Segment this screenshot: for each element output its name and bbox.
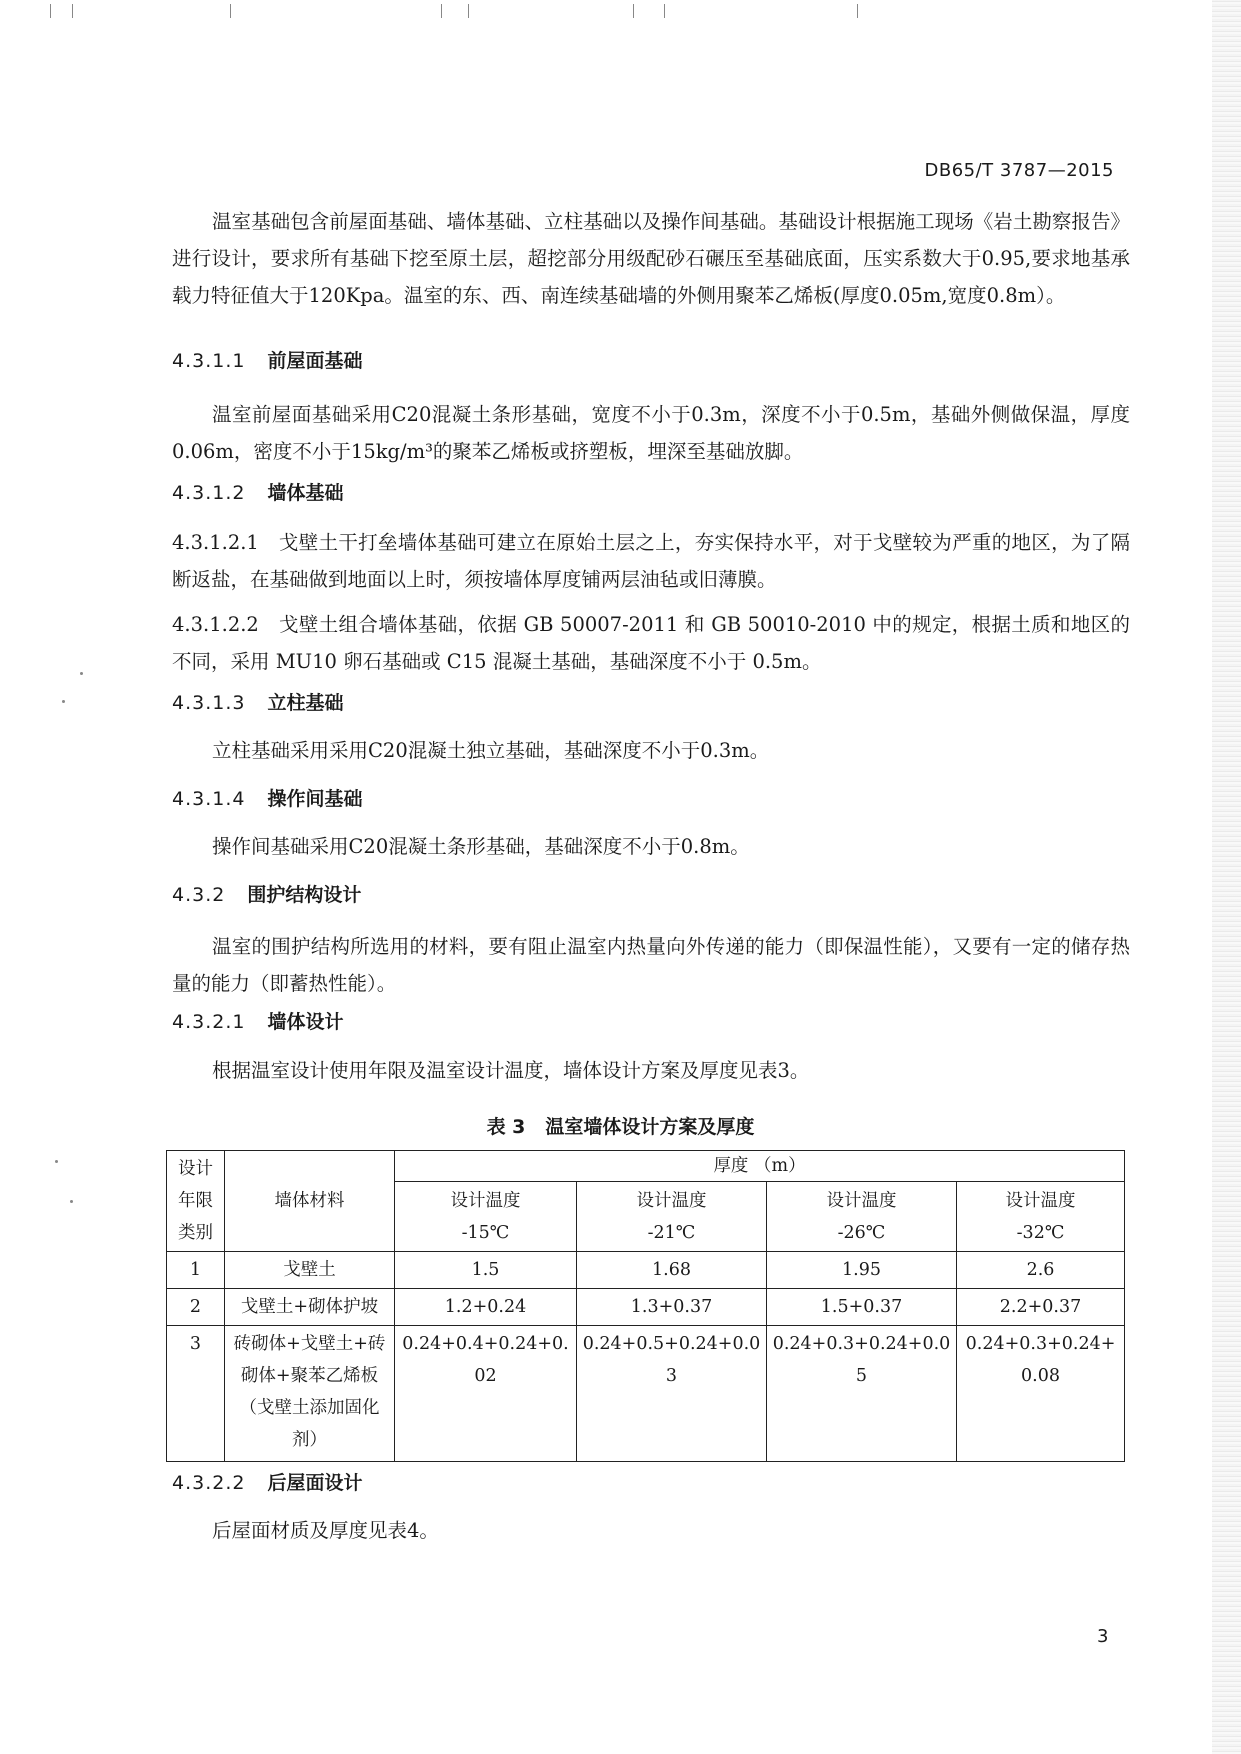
heading-4322: 4.3.2.2 后屋面设计 bbox=[172, 1472, 363, 1494]
header-temp-1: 设计温度 -15℃ bbox=[395, 1182, 577, 1252]
cell-value: 2.2+0.37 bbox=[957, 1289, 1125, 1326]
cell-value: 1.5 bbox=[395, 1252, 577, 1289]
heading-4313: 4.3.1.3 立柱基础 bbox=[172, 692, 344, 714]
cell-material: 戈壁土+砌体护坡 bbox=[225, 1289, 395, 1326]
paragraph-4314: 操作间基础采用C20混凝土条形基础，基础深度不小于0.8m。 bbox=[212, 835, 750, 858]
cell-value: 1.5+0.37 bbox=[767, 1289, 957, 1326]
scan-speck bbox=[80, 672, 83, 675]
scan-speck bbox=[70, 1200, 73, 1203]
paragraph-4313: 立柱基础采用采用C20混凝土独立基础，基础深度不小于0.3m。 bbox=[212, 739, 770, 762]
cell-value: 0.24+0.5+0.24+0.03 bbox=[577, 1326, 767, 1462]
table-row bbox=[167, 1326, 1125, 1462]
table-row bbox=[167, 1289, 1125, 1326]
paragraph-4311: 温室前屋面基础采用C20混凝土条形基础，宽度不小于0.3m，深度不小于0.5m，基础外侧做保温，厚度0.06m，密度不小于15kg/m³的聚苯乙烯板或挤塑板，埋深至基础放脚。 bbox=[172, 403, 1130, 463]
cell-value: 1.95 bbox=[767, 1252, 957, 1289]
paragraph-432: 温室的围护结构所选用的材料，要有阻止温室内热量向外传递的能力（即保温性能），又要有一定的储存热量的能力（即蓄热性能）。 bbox=[172, 935, 1130, 995]
scan-speck bbox=[55, 1160, 58, 1163]
cell-value: 2.6 bbox=[957, 1252, 1125, 1289]
header-thickness: 厚度 （m） bbox=[395, 1151, 1125, 1182]
page-number: 3 bbox=[1097, 1626, 1109, 1647]
cell-value: 0.24+0.3+0.24+0.08 bbox=[957, 1326, 1125, 1462]
paragraph-43122: 4.3.1.2.2 戈壁土组合墙体基础，依据 GB 50007-2011 和 GB 50010-2010 中的规定，根据土质和地区的不同，采用 MU10 卵石基础或 C15 混凝土基础，基础深度不小于 0.5m。 bbox=[172, 613, 1130, 673]
paragraph-4321: 根据温室设计使用年限及温室设计温度，墙体设计方案及厚度见表3。 bbox=[212, 1059, 810, 1082]
header-temp-4: 设计温度 -32℃ bbox=[957, 1182, 1125, 1252]
cell-category: 3 bbox=[167, 1326, 225, 1462]
cell-category: 2 bbox=[167, 1289, 225, 1326]
heading-4314: 4.3.1.4 操作间基础 bbox=[172, 788, 363, 810]
cell-value: 1.3+0.37 bbox=[577, 1289, 767, 1326]
paragraph-43121: 4.3.1.2.1 戈壁土干打垒墙体基础可建立在原始土层之上，夯实保持水平，对于戈壁较为严重的地区，为了隔断返盐，在基础做到地面以上时，须按墙体厚度铺两层油毡或旧薄膜。 bbox=[172, 531, 1130, 591]
header-temp-2: 设计温度 -21℃ bbox=[577, 1182, 767, 1252]
heading-4312: 4.3.1.2 墙体基础 bbox=[172, 482, 344, 504]
heading-4311: 4.3.1.1 前屋面基础 bbox=[172, 350, 363, 372]
table3-caption: 表 3 温室墙体设计方案及厚度 bbox=[486, 1116, 755, 1138]
scan-artifacts-top bbox=[0, 0, 1241, 22]
document-code: DB65/T 3787—2015 bbox=[924, 160, 1114, 181]
cell-value: 0.24+0.3+0.24+0.05 bbox=[767, 1326, 957, 1462]
cell-value: 0.24+0.4+0.24+0.02 bbox=[395, 1326, 577, 1462]
heading-432: 4.3.2 围护结构设计 bbox=[172, 884, 362, 906]
cell-value: 1.2+0.24 bbox=[395, 1289, 577, 1326]
intro-paragraph: 温室基础包含前屋面基础、墙体基础、立柱基础以及操作间基础。基础设计根据施工现场《岩土勘察报告》进行设计，要求所有基础下挖至原土层，超挖部分用级配砂石碾压至基础底面，压实系数大于0.95,要求地基承载力特征值大于120Kpa。温室的东、西、南连续基础墙的外侧用聚苯乙烯板(厚度0.05m,宽度0.8m）。 bbox=[172, 210, 1130, 307]
wall-design-table bbox=[166, 1150, 1125, 1462]
heading-4321: 4.3.2.1 墙体设计 bbox=[172, 1011, 344, 1033]
paragraph-4322: 后屋面材质及厚度见表4。 bbox=[212, 1519, 439, 1542]
cell-category: 1 bbox=[167, 1252, 225, 1289]
header-category: 设计年限类别 bbox=[167, 1151, 225, 1252]
scan-edge bbox=[1212, 0, 1241, 1754]
scan-speck bbox=[62, 700, 65, 703]
cell-material: 砖砌体+戈壁土+砖砌体+聚苯乙烯板（戈壁土添加固化剂） bbox=[225, 1326, 395, 1462]
cell-value: 1.68 bbox=[577, 1252, 767, 1289]
header-material: 墙体材料 bbox=[225, 1151, 395, 1252]
table-row bbox=[167, 1252, 1125, 1289]
cell-material: 戈壁土 bbox=[225, 1252, 395, 1289]
header-temp-3: 设计温度 -26℃ bbox=[767, 1182, 957, 1252]
